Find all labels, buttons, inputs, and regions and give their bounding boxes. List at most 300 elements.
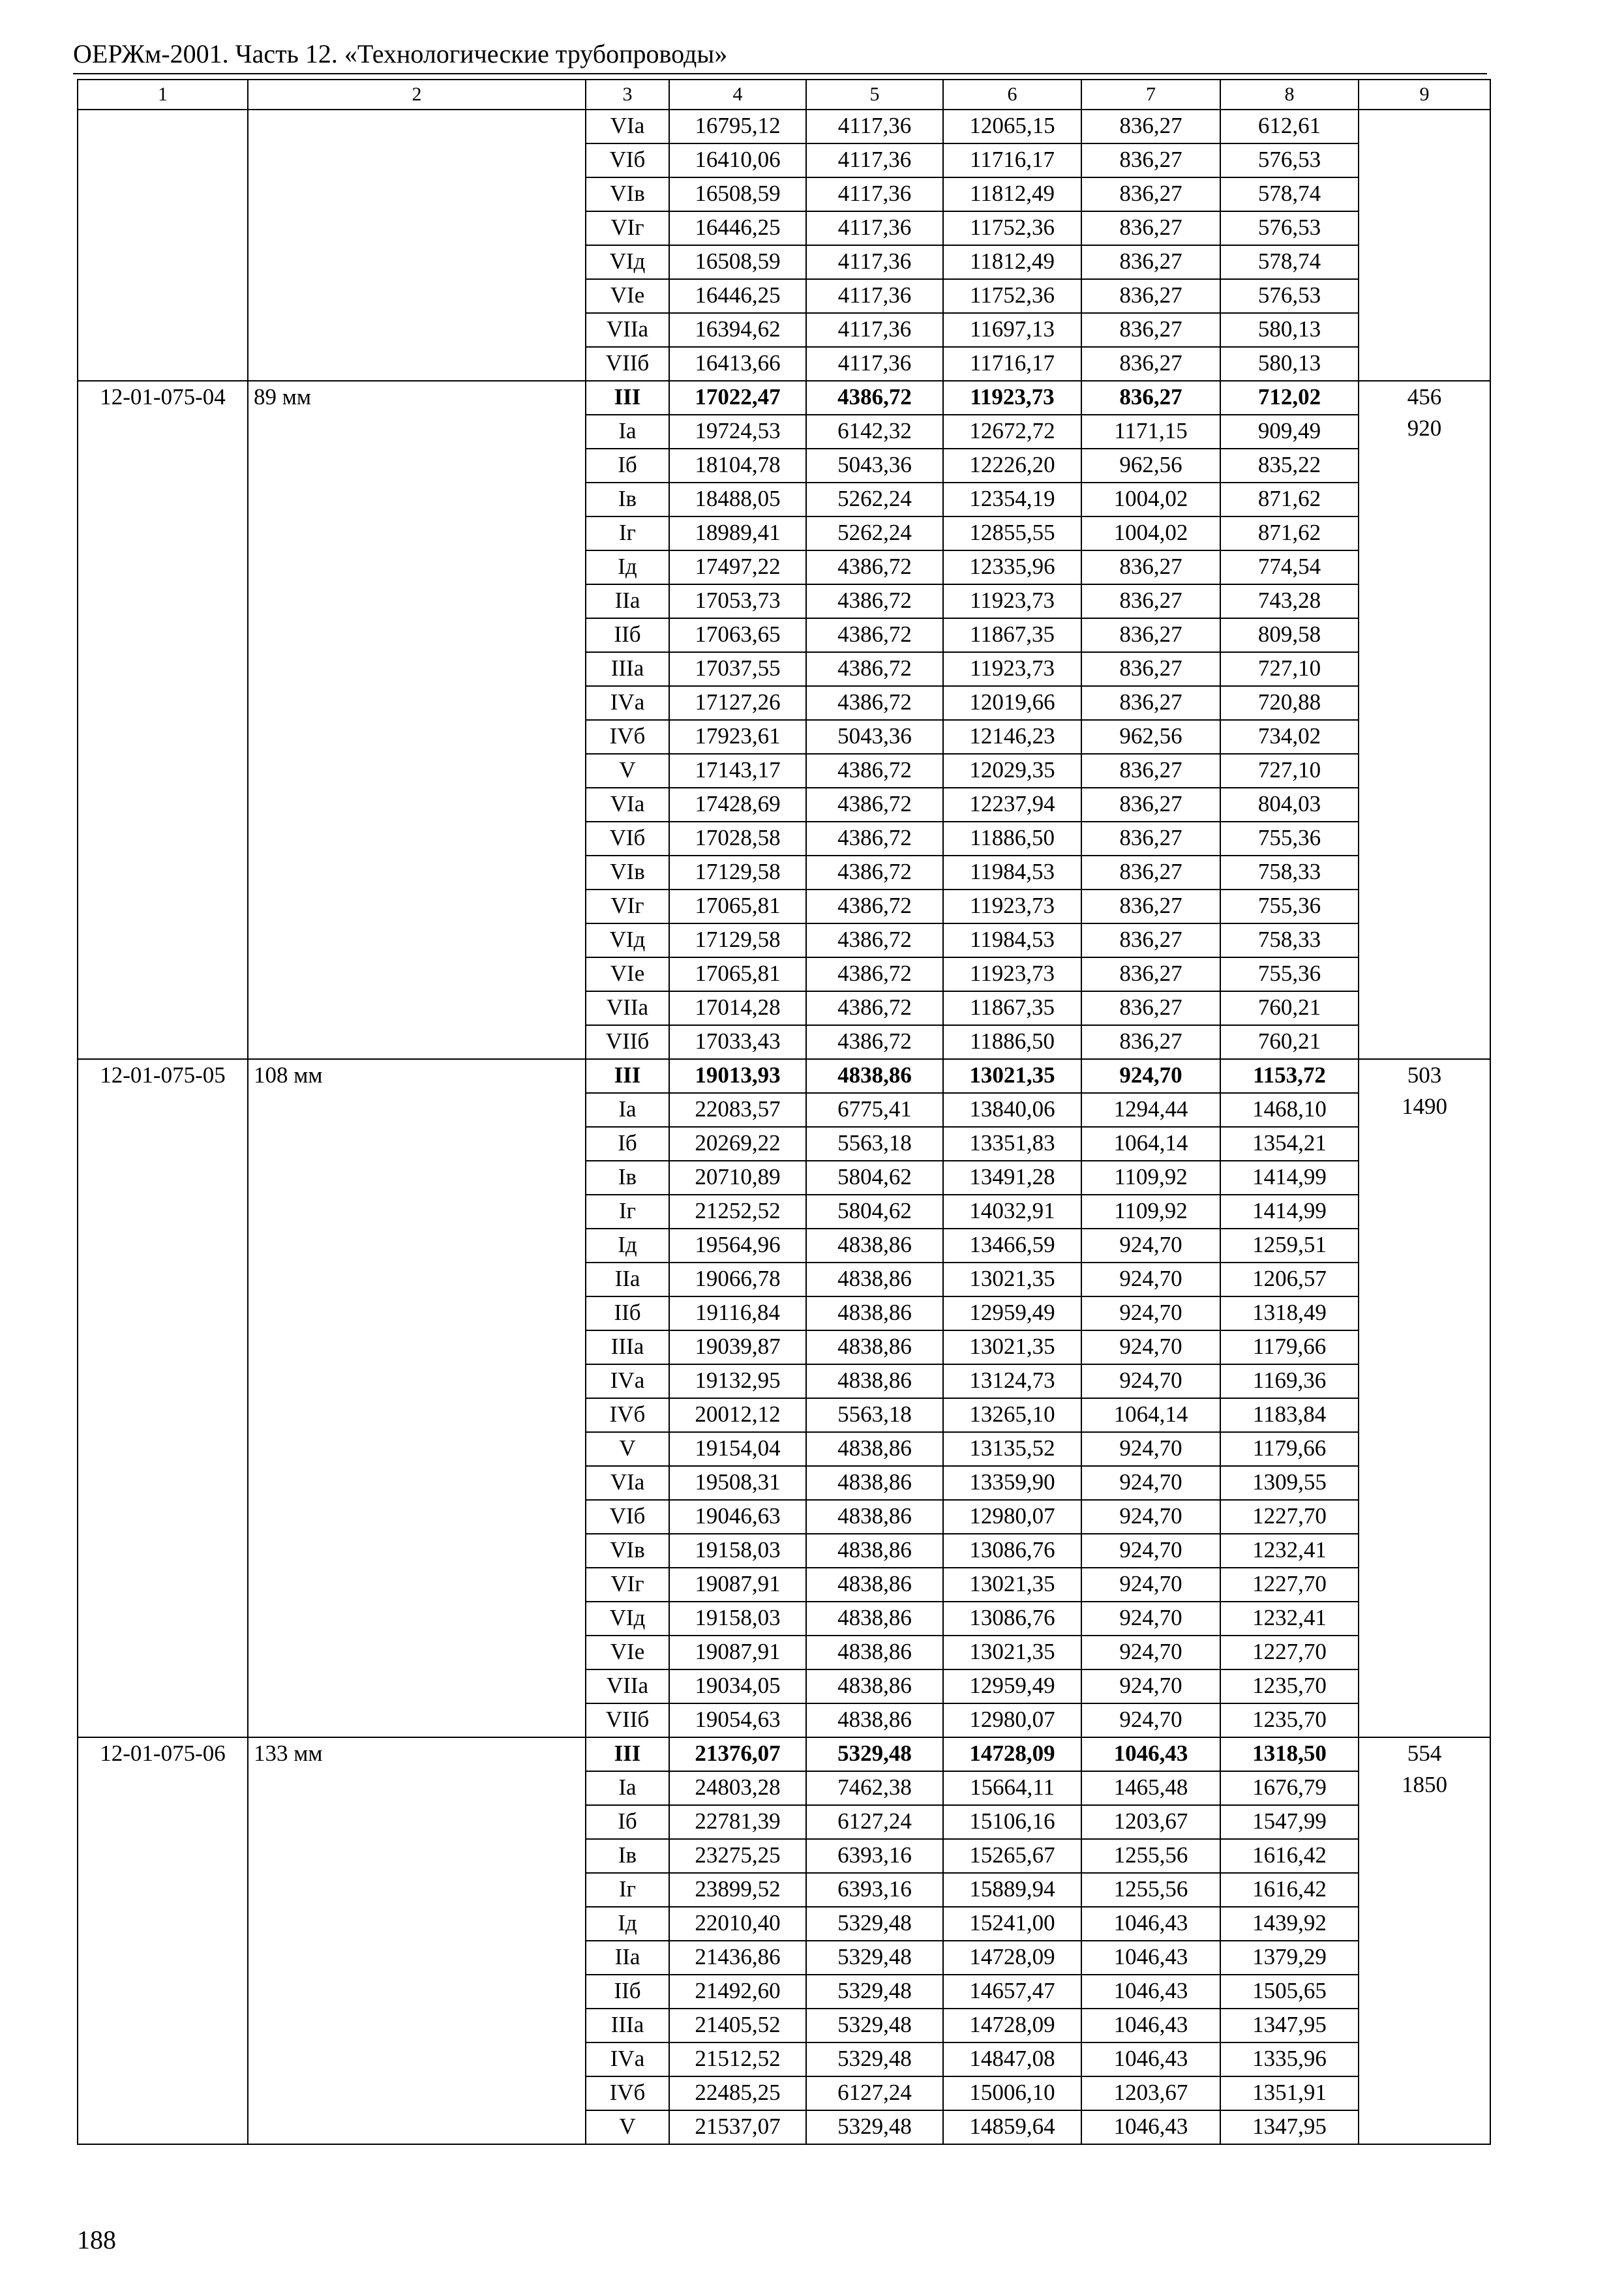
zone-cell: Iб [586, 449, 669, 483]
column-number-3: 3 [586, 80, 669, 110]
total-cost-cell: 21376,07 [669, 1737, 806, 1771]
machinist-wages-cell: 1004,02 [1081, 483, 1220, 516]
total-cost-cell: 17129,58 [669, 923, 806, 957]
machine-cost-cell: 11812,49 [943, 177, 1081, 211]
machine-cost-cell: 12065,15 [943, 110, 1081, 143]
machine-cost-cell: 14847,08 [943, 2042, 1081, 2076]
wages-cell: 5262,24 [806, 516, 943, 550]
materials-cost-cell: 755,36 [1220, 957, 1359, 991]
total-cost-cell: 21405,52 [669, 2009, 806, 2042]
machinist-wages-cell: 924,70 [1081, 1669, 1220, 1703]
materials-cost-cell: 1169,36 [1220, 1364, 1359, 1398]
wages-cell: 4386,72 [806, 1025, 943, 1059]
machinist-wages-cell: 1171,15 [1081, 415, 1220, 449]
materials-cost-cell: 1616,42 [1220, 1839, 1359, 1873]
machinist-wages-cell: 1064,14 [1081, 1398, 1220, 1432]
wages-cell: 4838,86 [806, 1669, 943, 1703]
zone-cell: VIв [586, 177, 669, 211]
total-cost-cell: 17014,28 [669, 991, 806, 1025]
wages-cell: 4838,86 [806, 1229, 943, 1263]
zone-cell: IIIа [586, 2009, 669, 2042]
machine-cost-cell: 13491,28 [943, 1161, 1081, 1195]
materials-cost-cell: 1354,21 [1220, 1127, 1359, 1161]
total-cost-cell: 24803,28 [669, 1771, 806, 1805]
materials-cost-cell: 727,10 [1220, 652, 1359, 686]
zone-cell: VIе [586, 1636, 669, 1669]
zone-cell: VIIб [586, 347, 669, 381]
machine-cost-cell: 15889,94 [943, 1873, 1081, 1907]
total-cost-cell: 19066,78 [669, 1263, 806, 1296]
table-row [78, 381, 1490, 415]
wages-cell: 4386,72 [806, 754, 943, 788]
wages-cell: 4838,86 [806, 1296, 943, 1330]
wages-cell: 4386,72 [806, 584, 943, 618]
zone-cell: VIб [586, 1500, 669, 1534]
wages-cell: 4838,86 [806, 1500, 943, 1534]
machine-cost-cell: 15006,10 [943, 2076, 1081, 2110]
machine-cost-cell: 11716,17 [943, 143, 1081, 177]
total-cost-cell: 17127,26 [669, 686, 806, 720]
total-cost-cell: 16508,59 [669, 177, 806, 211]
materials-cost-cell: 909,49 [1220, 415, 1359, 449]
zone-cell: Iг [586, 1195, 669, 1229]
machine-cost-cell: 12980,07 [943, 1500, 1081, 1534]
zone-cell: VIIа [586, 1669, 669, 1703]
machinist-wages-cell: 1255,56 [1081, 1839, 1220, 1873]
total-cost-cell: 17053,73 [669, 584, 806, 618]
materials-cost-cell: 871,62 [1220, 483, 1359, 516]
wages-cell: 4386,72 [806, 957, 943, 991]
zone-cell: VIв [586, 1534, 669, 1568]
zone-cell: IIа [586, 1941, 669, 1975]
machinist-wages-cell: 924,70 [1081, 1263, 1220, 1296]
machine-cost-cell: 11984,53 [943, 856, 1081, 890]
machinist-wages-cell: 924,70 [1081, 1466, 1220, 1500]
zone-cell: IIа [586, 584, 669, 618]
machine-cost-cell: 11886,50 [943, 1025, 1081, 1059]
zone-cell: VIг [586, 211, 669, 245]
materials-cost-cell: 760,21 [1220, 1025, 1359, 1059]
materials-cost-cell: 1616,42 [1220, 1873, 1359, 1907]
machinist-wages-cell: 836,27 [1081, 211, 1220, 245]
wages-cell: 5329,48 [806, 1975, 943, 2009]
zone-cell: VIIа [586, 991, 669, 1025]
machinist-wages-cell: 836,27 [1081, 686, 1220, 720]
machinist-wages-cell: 836,27 [1081, 313, 1220, 347]
total-cost-cell: 17033,43 [669, 1025, 806, 1059]
materials-cost-cell: 755,36 [1220, 890, 1359, 923]
labor-cell [1359, 110, 1490, 381]
machinist-wages-cell: 1046,43 [1081, 2110, 1220, 2144]
total-cost-cell: 17022,47 [669, 381, 806, 415]
zone-cell: VIг [586, 1568, 669, 1602]
wages-cell: 4838,86 [806, 1466, 943, 1500]
column-number-8: 8 [1220, 80, 1359, 110]
labor-cell [1359, 1737, 1490, 2144]
materials-cost-cell: 1547,99 [1220, 1805, 1359, 1839]
machinist-wages-cell: 836,27 [1081, 584, 1220, 618]
machinist-wages-cell: 924,70 [1081, 1432, 1220, 1466]
zone-cell: VIд [586, 1602, 669, 1636]
total-cost-cell: 17028,58 [669, 822, 806, 856]
machine-cost-cell: 12980,07 [943, 1703, 1081, 1737]
column-number-2: 2 [248, 80, 586, 110]
zone-cell: IIа [586, 1263, 669, 1296]
machine-cost-cell: 12855,55 [943, 516, 1081, 550]
machine-cost-cell: 12029,35 [943, 754, 1081, 788]
machinist-wages-cell: 924,70 [1081, 1330, 1220, 1364]
machinist-wages-cell: 836,27 [1081, 923, 1220, 957]
zone-cell: VIе [586, 957, 669, 991]
machinist-wages-cell: 1046,43 [1081, 2009, 1220, 2042]
zone-cell: VIIб [586, 1025, 669, 1059]
total-cost-cell: 22485,25 [669, 2076, 806, 2110]
wages-cell: 4838,86 [806, 1263, 943, 1296]
labor-value: 1850 [1402, 1772, 1447, 1797]
zone-cell: VIв [586, 856, 669, 890]
materials-cost-cell: 804,03 [1220, 788, 1359, 822]
machinist-wages-cell: 836,27 [1081, 245, 1220, 279]
materials-cost-cell: 1309,55 [1220, 1466, 1359, 1500]
machinist-wages-cell: 836,27 [1081, 110, 1220, 143]
materials-cost-cell: 1183,84 [1220, 1398, 1359, 1432]
machinist-wages-cell: 836,27 [1081, 381, 1220, 415]
wages-cell: 4838,86 [806, 1059, 943, 1093]
zone-cell: III [586, 1737, 669, 1771]
wages-cell: 5262,24 [806, 483, 943, 516]
zone-cell: III [586, 381, 669, 415]
labor-value: 554 [1407, 1741, 1442, 1766]
total-cost-cell: 21492,60 [669, 1975, 806, 2009]
materials-cost-cell: 1179,66 [1220, 1330, 1359, 1364]
total-cost-cell: 18104,78 [669, 449, 806, 483]
machine-cost-cell: 12959,49 [943, 1669, 1081, 1703]
zone-cell: Iа [586, 1771, 669, 1805]
machinist-wages-cell: 924,70 [1081, 1636, 1220, 1669]
machine-cost-cell: 13124,73 [943, 1364, 1081, 1398]
materials-cost-cell: 743,28 [1220, 584, 1359, 618]
materials-cost-cell: 1318,50 [1220, 1737, 1359, 1771]
table-row [78, 1059, 1490, 1093]
machine-cost-cell: 11984,53 [943, 923, 1081, 957]
machinist-wages-cell: 836,27 [1081, 618, 1220, 652]
materials-cost-cell: 578,74 [1220, 177, 1359, 211]
materials-cost-cell: 1676,79 [1220, 1771, 1359, 1805]
machine-cost-cell: 13265,10 [943, 1398, 1081, 1432]
materials-cost-cell: 758,33 [1220, 856, 1359, 890]
machinist-wages-cell: 924,70 [1081, 1229, 1220, 1263]
zone-cell: VIа [586, 1466, 669, 1500]
wages-cell: 4386,72 [806, 991, 943, 1025]
machine-cost-cell: 11923,73 [943, 584, 1081, 618]
machinist-wages-cell: 836,27 [1081, 822, 1220, 856]
machine-cost-cell: 15265,67 [943, 1839, 1081, 1873]
total-cost-cell: 21512,52 [669, 2042, 806, 2076]
wages-cell: 4117,36 [806, 347, 943, 381]
machinist-wages-cell: 836,27 [1081, 754, 1220, 788]
total-cost-cell: 20012,12 [669, 1398, 806, 1432]
wages-cell: 4838,86 [806, 1432, 943, 1466]
zone-cell: Iв [586, 483, 669, 516]
materials-cost-cell: 1505,65 [1220, 1975, 1359, 2009]
total-cost-cell: 19039,87 [669, 1330, 806, 1364]
machinist-wages-cell: 1109,92 [1081, 1161, 1220, 1195]
wages-cell: 4117,36 [806, 110, 943, 143]
materials-cost-cell: 1179,66 [1220, 1432, 1359, 1466]
machinist-wages-cell: 962,56 [1081, 449, 1220, 483]
machinist-wages-cell: 1046,43 [1081, 1975, 1220, 2009]
materials-cost-cell: 578,74 [1220, 245, 1359, 279]
materials-cost-cell: 1235,70 [1220, 1703, 1359, 1737]
materials-cost-cell: 1439,92 [1220, 1907, 1359, 1941]
materials-cost-cell: 576,53 [1220, 279, 1359, 313]
machinist-wages-cell: 1046,43 [1081, 1941, 1220, 1975]
zone-cell: VIIа [586, 313, 669, 347]
machinist-wages-cell: 836,27 [1081, 890, 1220, 923]
materials-cost-cell: 755,36 [1220, 822, 1359, 856]
machine-cost-cell: 11867,35 [943, 991, 1081, 1025]
zone-cell: Iв [586, 1161, 669, 1195]
wages-cell: 5329,48 [806, 2042, 943, 2076]
zone-cell: VIб [586, 143, 669, 177]
materials-cost-cell: 1227,70 [1220, 1636, 1359, 1669]
total-cost-cell: 16446,25 [669, 279, 806, 313]
machinist-wages-cell: 836,27 [1081, 788, 1220, 822]
rate-code-cell: 12-01-075-05 [78, 1059, 248, 1737]
wages-cell: 4386,72 [806, 923, 943, 957]
total-cost-cell: 23899,52 [669, 1873, 806, 1907]
machinist-wages-cell: 1203,67 [1081, 2076, 1220, 2110]
wages-cell: 4386,72 [806, 788, 943, 822]
machine-cost-cell: 11923,73 [943, 652, 1081, 686]
zone-cell: III [586, 1059, 669, 1093]
materials-cost-cell: 1227,70 [1220, 1500, 1359, 1534]
machinist-wages-cell: 836,27 [1081, 550, 1220, 584]
labor-value: 920 [1407, 415, 1442, 441]
zone-cell: VIе [586, 279, 669, 313]
machinist-wages-cell: 1046,43 [1081, 1737, 1220, 1771]
zone-cell: IIIа [586, 1330, 669, 1364]
machine-cost-cell: 11867,35 [943, 618, 1081, 652]
wages-cell: 5563,18 [806, 1127, 943, 1161]
machine-cost-cell: 13359,90 [943, 1466, 1081, 1500]
total-cost-cell: 19158,03 [669, 1534, 806, 1568]
zone-cell: Iа [586, 1093, 669, 1127]
machinist-wages-cell: 924,70 [1081, 1296, 1220, 1330]
wages-cell: 4117,36 [806, 211, 943, 245]
total-cost-cell: 17065,81 [669, 890, 806, 923]
total-cost-cell: 19046,63 [669, 1500, 806, 1534]
zone-cell: Iб [586, 1127, 669, 1161]
wages-cell: 4838,86 [806, 1534, 943, 1568]
machine-cost-cell: 11886,50 [943, 822, 1081, 856]
zone-cell: V [586, 1432, 669, 1466]
wages-cell: 5329,48 [806, 2110, 943, 2144]
machine-cost-cell: 11812,49 [943, 245, 1081, 279]
total-cost-cell: 17497,22 [669, 550, 806, 584]
labor-value: 1490 [1402, 1094, 1447, 1119]
page-number: 188 [77, 2225, 116, 2254]
zone-cell: IIIа [586, 652, 669, 686]
total-cost-cell: 16413,66 [669, 347, 806, 381]
zone-cell: V [586, 754, 669, 788]
zone-cell: VIг [586, 890, 669, 923]
machine-cost-cell: 14032,91 [943, 1195, 1081, 1229]
pipe-size-cell: 108 мм [248, 1059, 586, 1737]
pipe-size-cell: 133 мм [248, 1737, 586, 2144]
zone-cell: VIа [586, 788, 669, 822]
machine-cost-cell: 13351,83 [943, 1127, 1081, 1161]
pipe-size-cell [248, 110, 586, 381]
total-cost-cell: 19724,53 [669, 415, 806, 449]
total-cost-cell: 17037,55 [669, 652, 806, 686]
wages-cell: 4117,36 [806, 279, 943, 313]
column-number-7: 7 [1081, 80, 1220, 110]
machinist-wages-cell: 1064,14 [1081, 1127, 1220, 1161]
machinist-wages-cell: 836,27 [1081, 957, 1220, 991]
materials-cost-cell: 580,13 [1220, 347, 1359, 381]
machine-cost-cell: 11752,36 [943, 279, 1081, 313]
machinist-wages-cell: 924,70 [1081, 1059, 1220, 1093]
wages-cell: 4386,72 [806, 381, 943, 415]
total-cost-cell: 21537,07 [669, 2110, 806, 2144]
machinist-wages-cell: 836,27 [1081, 279, 1220, 313]
total-cost-cell: 18488,05 [669, 483, 806, 516]
zone-cell: IVа [586, 2042, 669, 2076]
materials-cost-cell: 871,62 [1220, 516, 1359, 550]
total-cost-cell: 17428,69 [669, 788, 806, 822]
machinist-wages-cell: 924,70 [1081, 1364, 1220, 1398]
materials-cost-cell: 1206,57 [1220, 1263, 1359, 1296]
wages-cell: 6393,16 [806, 1839, 943, 1873]
machine-cost-cell: 14728,09 [943, 2009, 1081, 2042]
machine-cost-cell: 13021,35 [943, 1636, 1081, 1669]
machine-cost-cell: 12146,23 [943, 720, 1081, 754]
machine-cost-cell: 11716,17 [943, 347, 1081, 381]
zone-cell: VIб [586, 822, 669, 856]
rate-code-cell [78, 110, 248, 381]
wages-cell: 4386,72 [806, 890, 943, 923]
materials-cost-cell: 1232,41 [1220, 1602, 1359, 1636]
total-cost-cell: 16446,25 [669, 211, 806, 245]
machinist-wages-cell: 924,70 [1081, 1500, 1220, 1534]
machine-cost-cell: 13021,35 [943, 1263, 1081, 1296]
materials-cost-cell: 712,02 [1220, 381, 1359, 415]
total-cost-cell: 19087,91 [669, 1568, 806, 1602]
total-cost-cell: 19158,03 [669, 1602, 806, 1636]
machinist-wages-cell: 1203,67 [1081, 1805, 1220, 1839]
wages-cell: 4386,72 [806, 550, 943, 584]
zone-cell: IVб [586, 2076, 669, 2110]
machine-cost-cell: 13086,76 [943, 1534, 1081, 1568]
table-row [78, 110, 1490, 143]
column-number-1: 1 [78, 80, 248, 110]
machine-cost-cell: 11752,36 [943, 211, 1081, 245]
zone-cell: Iв [586, 1839, 669, 1873]
wages-cell: 5804,62 [806, 1195, 943, 1229]
labor-cell [1359, 1059, 1490, 1737]
zone-cell: Iд [586, 550, 669, 584]
total-cost-cell: 19132,95 [669, 1364, 806, 1398]
machine-cost-cell: 11923,73 [943, 890, 1081, 923]
total-cost-cell: 19116,84 [669, 1296, 806, 1330]
rate-code-cell: 12-01-075-04 [78, 381, 248, 1059]
column-number-row [78, 80, 1490, 110]
rates-table [77, 79, 1491, 2145]
wages-cell: 4117,36 [806, 313, 943, 347]
total-cost-cell: 16410,06 [669, 143, 806, 177]
zone-cell: VIа [586, 110, 669, 143]
machine-cost-cell: 13086,76 [943, 1602, 1081, 1636]
machinist-wages-cell: 836,27 [1081, 856, 1220, 890]
wages-cell: 4117,36 [806, 143, 943, 177]
machinist-wages-cell: 836,27 [1081, 1025, 1220, 1059]
wages-cell: 4386,72 [806, 686, 943, 720]
materials-cost-cell: 1335,96 [1220, 2042, 1359, 2076]
machinist-wages-cell: 924,70 [1081, 1568, 1220, 1602]
wages-cell: 4386,72 [806, 652, 943, 686]
machine-cost-cell: 12335,96 [943, 550, 1081, 584]
materials-cost-cell: 720,88 [1220, 686, 1359, 720]
machine-cost-cell: 15106,16 [943, 1805, 1081, 1839]
zone-cell: IVб [586, 720, 669, 754]
wages-cell: 5043,36 [806, 449, 943, 483]
total-cost-cell: 19087,91 [669, 1636, 806, 1669]
machinist-wages-cell: 1046,43 [1081, 2042, 1220, 2076]
machinist-wages-cell: 1004,02 [1081, 516, 1220, 550]
total-cost-cell: 16795,12 [669, 110, 806, 143]
materials-cost-cell: 1414,99 [1220, 1161, 1359, 1195]
wages-cell: 5804,62 [806, 1161, 943, 1195]
machine-cost-cell: 11923,73 [943, 957, 1081, 991]
materials-cost-cell: 580,13 [1220, 313, 1359, 347]
materials-cost-cell: 1232,41 [1220, 1534, 1359, 1568]
wages-cell: 4117,36 [806, 177, 943, 211]
wages-cell: 4386,72 [806, 822, 943, 856]
zone-cell: IVа [586, 1364, 669, 1398]
machine-cost-cell: 13021,35 [943, 1059, 1081, 1093]
total-cost-cell: 19508,31 [669, 1466, 806, 1500]
total-cost-cell: 19154,04 [669, 1432, 806, 1466]
wages-cell: 4838,86 [806, 1330, 943, 1364]
machine-cost-cell: 13021,35 [943, 1330, 1081, 1364]
total-cost-cell: 18989,41 [669, 516, 806, 550]
machine-cost-cell: 12354,19 [943, 483, 1081, 516]
machinist-wages-cell: 1255,56 [1081, 1873, 1220, 1907]
total-cost-cell: 19013,93 [669, 1059, 806, 1093]
column-number-4: 4 [669, 80, 806, 110]
machinist-wages-cell: 1465,48 [1081, 1771, 1220, 1805]
materials-cost-cell: 727,10 [1220, 754, 1359, 788]
column-number-5: 5 [806, 80, 943, 110]
total-cost-cell: 21436,86 [669, 1941, 806, 1975]
labor-value: 456 [1407, 384, 1442, 410]
materials-cost-cell: 809,58 [1220, 618, 1359, 652]
materials-cost-cell: 760,21 [1220, 991, 1359, 1025]
machine-cost-cell: 14657,47 [943, 1975, 1081, 2009]
machine-cost-cell: 14728,09 [943, 1737, 1081, 1771]
wages-cell: 4838,86 [806, 1703, 943, 1737]
machine-cost-cell: 11697,13 [943, 313, 1081, 347]
total-cost-cell: 19054,63 [669, 1703, 806, 1737]
machinist-wages-cell: 836,27 [1081, 347, 1220, 381]
zone-cell: Iд [586, 1907, 669, 1941]
machinist-wages-cell: 962,56 [1081, 720, 1220, 754]
materials-cost-cell: 1153,72 [1220, 1059, 1359, 1093]
materials-cost-cell: 1318,49 [1220, 1296, 1359, 1330]
wages-cell: 4117,36 [806, 245, 943, 279]
total-cost-cell: 20710,89 [669, 1161, 806, 1195]
